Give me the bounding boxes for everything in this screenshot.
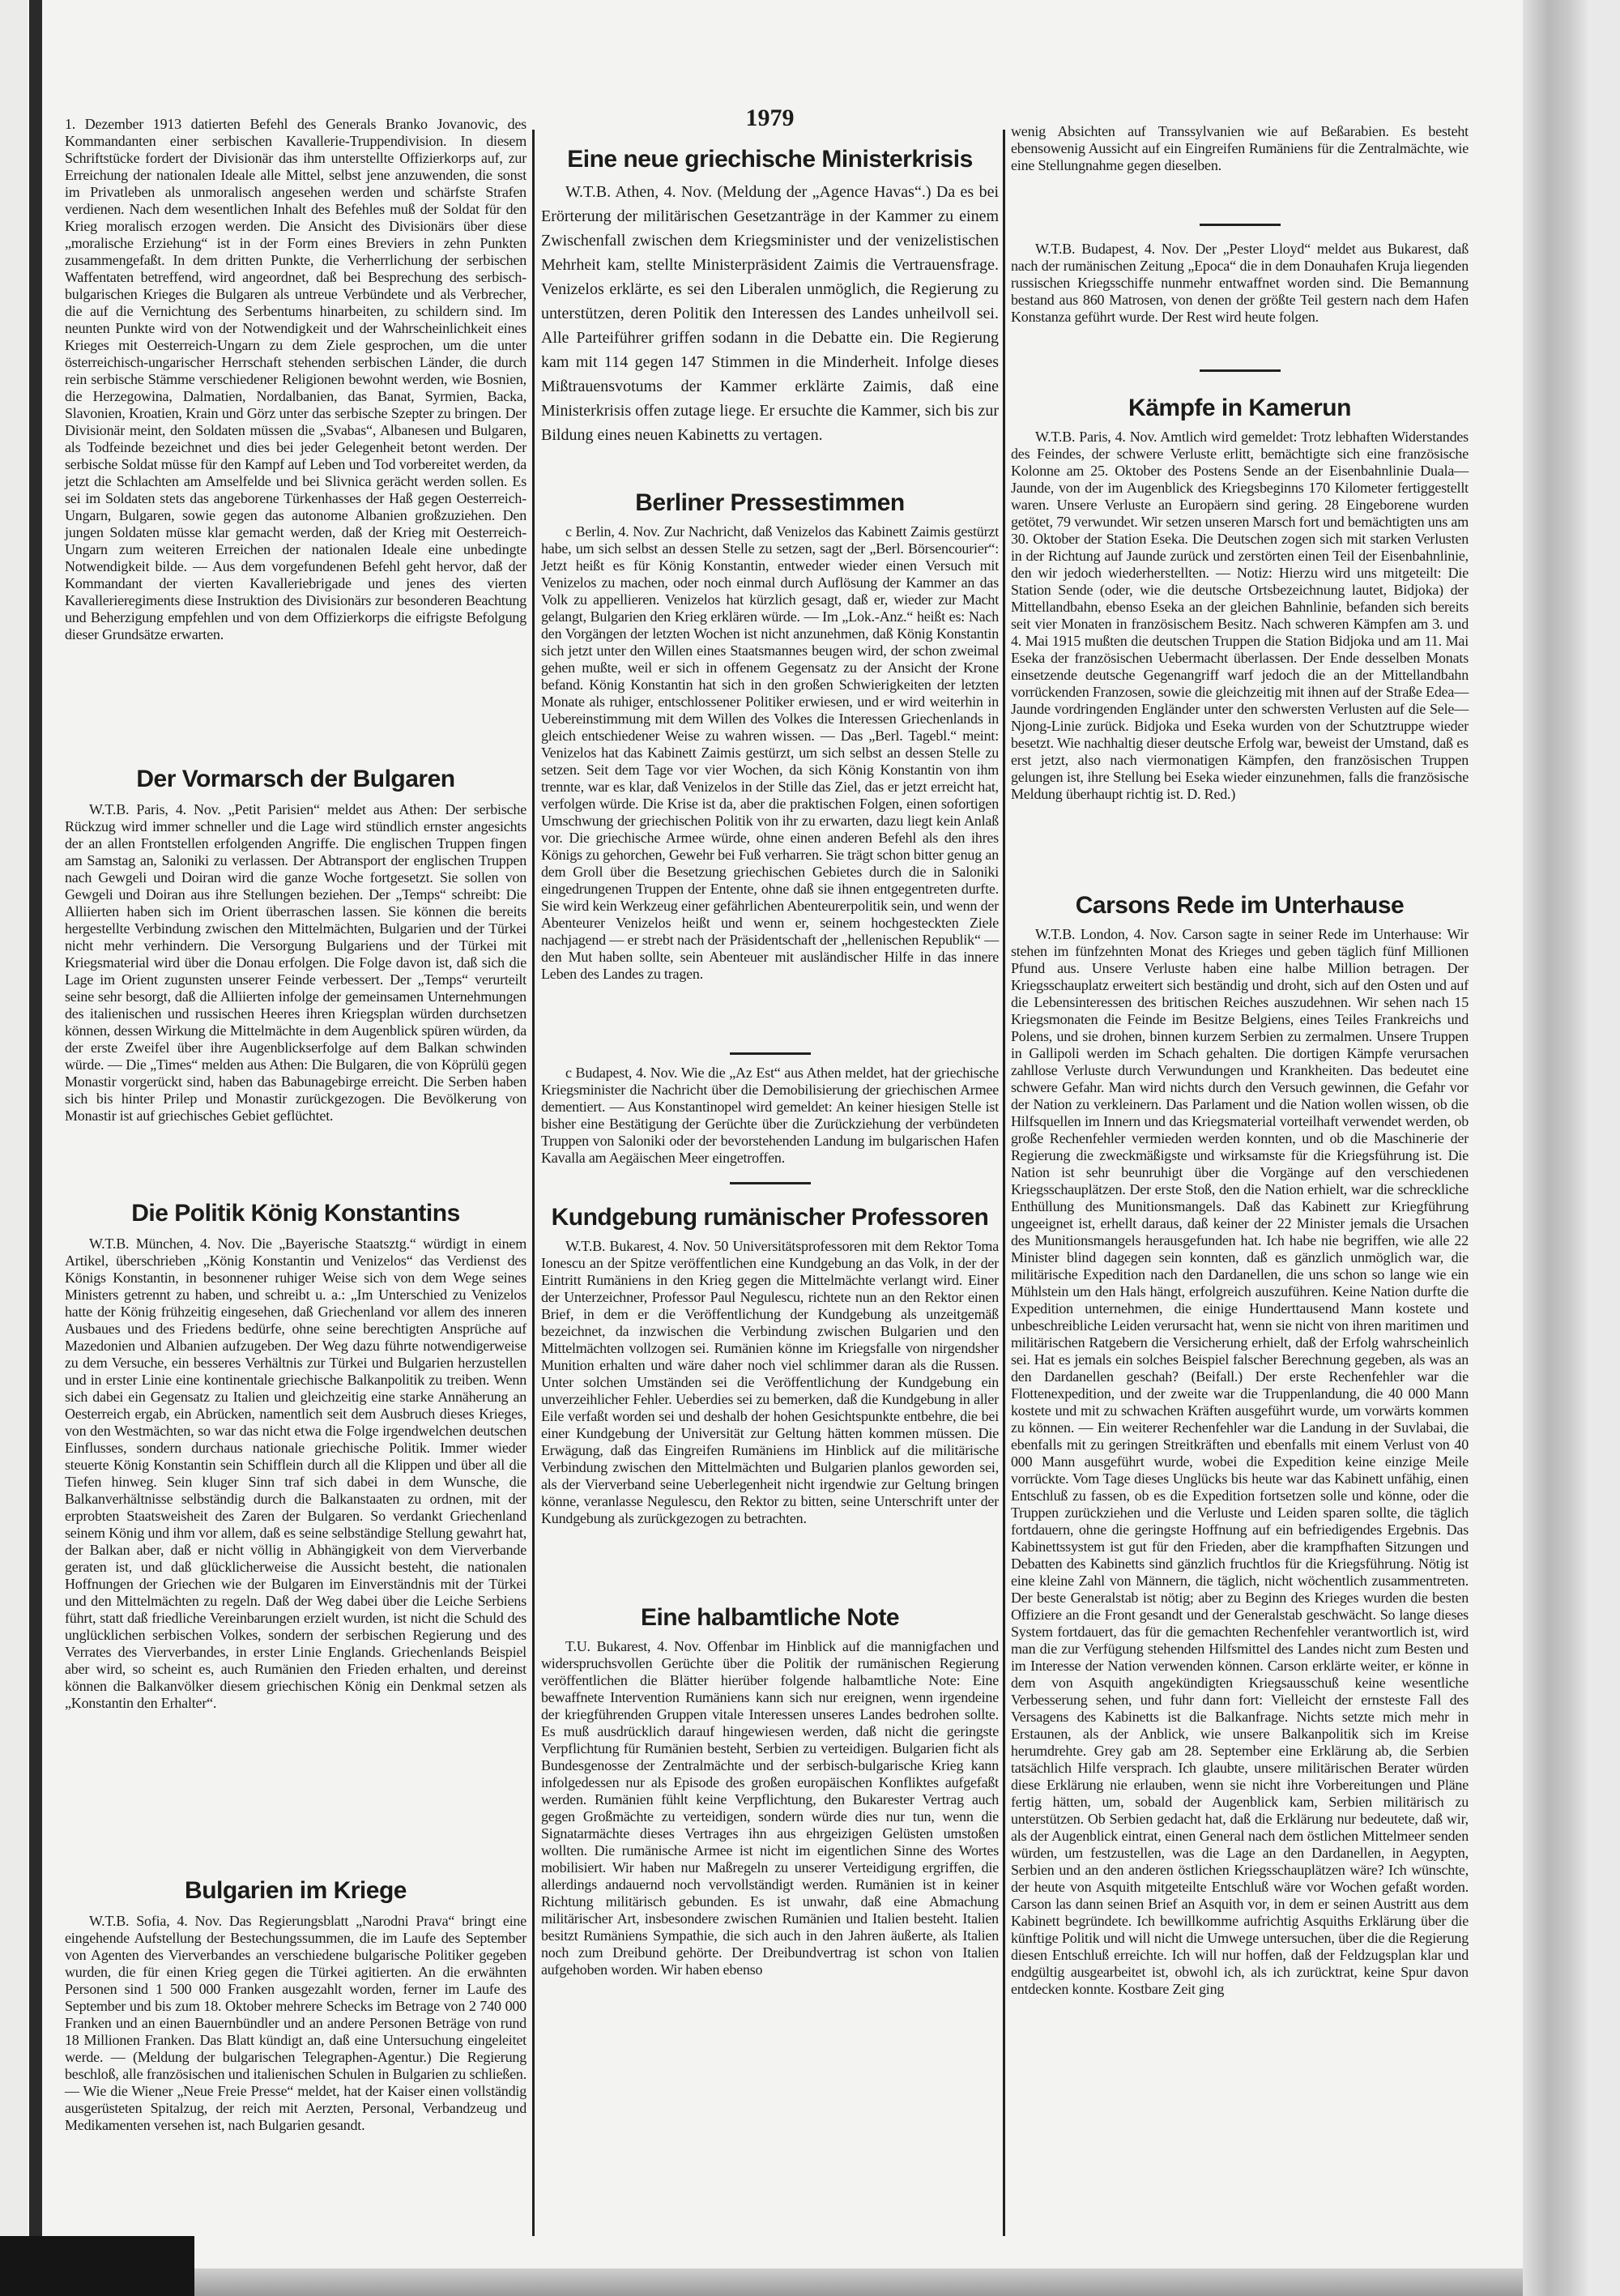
article-kamerun <box>1011 429 1469 882</box>
separator <box>541 1170 999 1196</box>
article-body: W.T.B. Athen, 4. Nov. (Meldung der „Agence Havas“.) Da es bei Erörterung der militärischen Gesetzanträge in der Kammer zu einem Zwischenfall zwischen dem Kriegsminister und der venizelistischen Mehrheit kam, stellte Ministerpräsident Zaimis die Vertrauensfrage. Venizelos erklärte, es sei den Liberalen unmöglich, die Regierung zu unterstützen, deren Politik den Interessen des Landes unheilvoll sei. Alle Parteiführer griffen sodann in die Debatte ein. Die Regierung kam mit 114 gegen 147 Stimmen in die Minderheit. Infolge dieses Mißtrauensvotums der Kammer erklärte Zaimis, daß eine Ministerkrisis offen zutage liege. Er ersuchte die Kammer, sich bis zur Bildung eines neuen Kabinetts zu vertagen. <box>541 183 999 444</box>
article-body: W.T.B. Paris, 4. Nov. Amtlich wird gemeldet: Trotz lebhaften Widerstandes des Feindes, der schwere Verluste erlitt, bemächtigte sich eine französische Kolonne am 25. Oktober des Postens Sende an der Eisenbahnlinie Duala—Jaunde, von der im Augenblick des Kriegsbeginns 170 Kilometer fertiggestellt waren. Unsere Verluste an Europäern sind gering. 28 Eingeborene wurden getötet, 79 verwundet. Wir setzen unseren Marsch fort und bemächtigten uns am 30. Oktober der Station Eseka. Die Deutschen zogen sich mit starken Verlusten in der Richtung auf Jaunde zurück und zerstörten einen Teil der Eisenbahnlinie, den wir jedoch wiederherstellten. — Notiz: Hierzu wird uns mitgeteilt: Die Station Sende (oder, wie die deutsche Ortsbezeichnung lautet, Bidjoka) der Mittellandbahn, ebenso Eseka an der gleichen Bahnlinie, befanden sich bereits seit vier Monaten in französischem Besitz. Nach schweren Kämpfen am 3. und 4. Mai 1915 mußten die deutschen Truppen die Station Bidjoka und am 11. Mai Eseka der französischen Uebermacht überlassen. Der Ende desselben Monats einsetzende deutsche Gegenangriff warf jedoch die an der Mittellandbahn vorrückenden Franzosen, sowie die gleichzeitig mit ihnen auf der Straße Edea—Jaunde vordringenden Engländer unter den schwersten Verlusten auf die Sele—Njong-Linie zurück. Bidjoka und Eseka wurden von der Schutztruppe wieder besetzt. Wie nachhaltig dieser deutsche Erfolg war, beweist der Umstand, daß es erst jetzt, also nach viermonatigen Kämpfen, den französischen Truppen gelungen ist, ihre Stellung bei Eseka wieder einzunehmen, falls die französische Meldung überhaupt richtig ist. D. Red.) <box>1011 429 1469 802</box>
headline-bulgarien: Bulgarien im Kriege <box>185 1877 407 1904</box>
separator-rule <box>1200 369 1281 372</box>
column-rule <box>1003 130 1005 2236</box>
article-carson <box>1011 926 1469 1998</box>
column-right <box>1011 123 1469 1998</box>
scan-corner-shadow <box>0 2236 194 2296</box>
article-body: W.T.B. Budapest, 4. Nov. Der „Pester Lloyd“ meldet aus Bukarest, daß nach der rumänischen Zeitung „Epoca“ die in dem Donauhafen Kruja liegenden russischen Kriegsschiffe nunmehr entwaffnet worden sind. Die Bemannung bestand aus 860 Matrosen, von denen der größte Teil gestern nach dem Hafen Konstanza geführt wurde. Der Rest wird heute folgen. <box>1011 241 1469 325</box>
article-body: c Budapest, 4. Nov. Wie die „Az Est“ aus Athen meldet, hat der griechische Kriegsminister die Nachricht über die Demobilisierung der griechischen Armee dementiert. — Aus Konstantinopel wird gemeldet: An keiner hiesigen Stelle ist bisher eine Bestätigung der Gerüchte über die Zurückziehung der verbündeten Truppen von Saloniki oder der bevorstehenden Landung im bulgarischen Hafen Kavalla am Aegäischen Meer eingetroffen. <box>541 1065 999 1166</box>
article-pressestimmen <box>541 523 999 1042</box>
book-binding <box>1523 0 1588 2296</box>
article-vormarsch <box>65 801 526 1190</box>
column-left <box>65 116 526 2134</box>
separator-rule <box>730 1052 811 1055</box>
article-bulgarien <box>65 1913 526 2134</box>
article-body: W.T.B. Bukarest, 4. Nov. 50 Universitätsprofessoren mit dem Rektor Toma Ionescu an der Spitze veröffentlichen eine Kundgebung an das Volk, in der der Eintritt Rumäniens in den Krieg gegen die Mittelmächte verlangt wird. Einer der Unterzeichner, Professor Paul Negulescu, richtete nun an den Rektor einen Brief, in dem er die Veröffentlichung der Kundgebung als unzeitgemäß bezeichnet, da inzwischen die Verbindung zwischen Bulgarien und den Mittelmächten vollzogen sei. Rumänien könne im Kriegsfalle von nirgendsher Munition erhalten und wäre daher noch viel schlimmer daran als die Russen. Unter solchen Umständen sei die Veröffentlichung der Kundgebung ein unverzeihlicher Fehler. Ueberdies sei zu bemerken, daß die Kundgebung in aller Eile verfaßt worden sei und deshalb der hohen Gesichtspunkte entbehre, die bei einer Kundgebung der Universität zur Geltung hätten kommen müssen. Die Erwägung, daß das Eingreifen Rumäniens im Hinblick auf die militärische Verbindung zwischen den Mittelmächten und Bulgarien planlos geworden sei, als der Vierverband seine Ueberlegenheit nicht irgendwie zur Geltung bringen könne, veranlasse Negulescu, den Rektor zu bitten, seine Unterschrift unter der Kundgebung als zurückgezogen zu betrachten. <box>541 1238 999 1526</box>
article-note-continued <box>1011 123 1469 208</box>
page-margin-left <box>0 0 28 2296</box>
headline-vormarsch: Der Vormarsch der Bulgaren <box>136 766 455 792</box>
article-body: W.T.B. Paris, 4. Nov. „Petit Parisien“ meldet aus Athen: Der serbische Rückzug wird immer schneller und die Lage wird stündlich ernster angesichts der an allen Frontstellen erfolgenden Angriffe. Die englischen Truppen fingen am Samstag an, Saloniki zu verlassen. Der Abtransport der englischen Truppen nach Gewgeli und Doiran wird die ganze Woche fortgesetzt. Sie sollen von Gewgeli und Doiran aus ihre Stellungen beziehen. Der „Temps“ schreibt: Die Alliierten haben sich im Orient überraschen lassen. Sie können die bereits hergestellte Verbindung zwischen den Mittelmächten, Bulgarien und der Türkei nicht mehr verhindern. Die Versorgung Bulgariens und der Türkei mit Kriegsmaterial wird über die Donau erfolgen. Die Folge davon ist, daß sich die Lage im Orient zugunsten unserer Feinde verbessert. Der „Temps“ verurteilt seine sehr besorgt, daß die Alliierten infolge der gemeinsamen Unternehmungen des italienischen und russischen Heeres ihren Kriegsplan würden durchsetzen können, dessen Wirkung die Mittelmächte in dem Augenblick spüren würden, da der erste Zweifel über ihre Augenblickserfolge auf dem Balkan schwinden würde. — Die „Times“ melden aus Athen: Die Bulgaren, die von Köprülü gegen Monastir vorgerückt sind, haben das Babunagebirge erreicht. Die Serben haben sich bis hinter Prilep und Monastir zurückgezogen. Die Bevölkerung von Monastir ist auf griechisches Gebiet geflüchtet. <box>65 801 526 1124</box>
separator <box>1011 354 1469 386</box>
page-number: 1979 <box>745 105 795 131</box>
headline-carson: Carsons Rede im Unterhause <box>1075 892 1405 919</box>
article-body: c Berlin, 4. Nov. Zur Nachricht, daß Venizelos das Kabinett Zaimis gestürzt habe, um sich selbst an dessen Stelle zu setzen, sagt der „Berl. Börsencourier“: Jetzt heißt es für König Konstantin, entweder wieder einen Versuch mit Venizelos zu machen, oder noch einmal durch Auflösung der Kammer an das Volk zu appellieren. Venizelos hat kürzlich gesagt, daß er, wieder zur Macht gelangt, Bulgarien den Krieg erklären würde. — Im „Lok.-Anz.“ heißt es: Nach den Vorgängen der letzten Wochen ist nicht anzunehmen, daß König Konstantin sich jetzt unter den Willen eines Staatsmannes beugen wird, der schon zweimal gehen mußte, weil er sich in offenem Gegensatz zu der Ansicht der Krone befand. König Konstantin hat sich in den großen Schwierigkeiten der letzten Monate als ruhiger, entschlossener Politiker erwiesen, und er wird weiterhin in Uebereinstimmung mit dem Willen des Volkes die Interessen Griechenlands in gleich entschiedener Weise zu wahren wissen. — Das „Berl. Tagebl.“ meint: Venizelos hat das Kabinett Zaimis gestürzt, um sich selbst an dessen Stelle zu setzen. Seit dem Tage vor vier Wochen, da sich König Konstantin von ihm trennte, war es klar, daß Venizelos in der Stille das Ziel, das er jetzt erreicht hat, verfolgen würde. Die Krise ist da, aber die praktischen Folgen, einen sofortigen Umschwung der griechischen Politik von ihr zu erwarten, dazu liegt kein Anlaß vor. Die griechische Armee würde, ohne einen anderen Befehl als den ihres Königs zu gehorchen, Gewehr bei Fuß verharren. Sie trägt schon bitter genug an dem Groll über die Besetzung griechischen Gebietes durch die in Saloniki eingedrungenen Truppen der Entente, ohne daß sie ihnen entgegentreten durfte. Sie wird kein Werkzeug einer gefährlichen Abenteurerpolitik sein, und wenn der Abenteurer Venizelos heißt und wenn er, seinem hochgesteckten Ziele nachjagend — er strebt nach der Präsidentschaft der „hellenischen Republik“ — den Mut haben sollte, sein Abenteuer mit ausländischer Hilfe in das innere Leben des Landes zu tragen. <box>541 523 999 982</box>
column-rule <box>532 130 535 2236</box>
headline-konstantin: Die Politik König Konstantins <box>131 1200 460 1227</box>
article-body: W.T.B. London, 4. Nov. Carson sagte in seiner Rede im Unterhause: Wir stehen im fünfzehnten Monat des Krieges und geben täglich fünf Millionen Pfund aus. Unsere Verluste haben eine halbe Million betragen. Der Kriegsschauplatz erweitert sich beständig und droht, sich auf den Osten und auf die Lebensinteressen des britischen Reiches auszudehnen. Wir sehen nach 15 Kriegsmonaten die Feinde im Besitze Belgiens, eines Teiles Frankreichs und Polens, und sie drohen, binnen kurzem Serbien zu zermalmen. Unsere Truppen in Gallipoli werden im Schach gehalten. Die dortigen Kämpfe verursachen zahllose Verluste durch Verwundungen und Krankheiten. Das bedeutet eine schwere Gefahr. Man wird nichts durch den Versuch gewinnen, die Gefahr vor der Nation zu verkleinern. Das Parlament und die Nation wollen wissen, ob die Hilfsquellen im Innern und das Kriegsmaterial vorteilhaft verwendet werden, ob große Rechenfehler vermieden werden konnten, und ob die Maschinerie der Regierung die zweckmäßigste und wirksamste für die Kriegsführung ist. Die Nation ist sehr beunruhigt über die Vorgänge auf den verschiedenen Kriegsschauplätzen. Der erste Stoß, den die Nation erhielt, war die schreckliche Enthüllung des Munitionsmangels. Daß das Kabinett zur Kriegführung ungeeignet ist, erhellt daraus, daß keiner der 22 Minister jemals die Ursachen des Munitionsmangels herausgefunden hat. Ich habe nie begriffen, wie alle 22 Minister blind dagegen sein konnten, daß es gänzlich unmöglich war, die militärische Expedition nach den Dardanellen, die uns schon so lange wie ein Mühlstein um den Hals hängt, erfolgreich auszuführen. Keine Nation durfte die Expedition unternehmen, die einige Hunderttausend Mann kostete und unbeschreibliche Leiden verursacht hat, wenn sie nicht von ihren maritimen und militärischen Ratgebern die Versicherung erhielt, daß der Erfolg wahrscheinlich sei. Hat es jemals ein solches Beispiel falscher Berechnung gegeben, als was an den Dardanellen geschah? (Beifall.) Der erste Rechenfehler war die Flottenexpedition, und der zweite war die Truppenlandung, die 40 000 Mann kostete und mit zu schwachen Kräften ausgeführt wurde, um vorwärts kommen zu können. — Ein weiterer Rechenfehler war die Landung in der Suvlabai, die ebenfalls mit zu geringen Streitkräften und ebenfalls mit einem Verlust von 40 000 Mann ausgeführt wurde, wobei die Expedition keine einzige Meile vorrückte. Vom Tage dieses Unglücks bis heute war das Kabinett unfähig, einen Entschluß zu fassen, ob es die Expedition fortsetzen solle und könne, oder die Truppen zurückziehen und die Verluste und Leiden sparen sollte, die täglich fortdauern, ohne die geringste Hoffnung auf ein befriedigendes Ergebnis. Das Kabinettssystem ist gut für den Frieden, aber die krampfhaften Sitzungen und Debatten des Kabinetts sind gänzlich fruchtlos für die Kriegsführung. Nötig ist eine kleine Zahl von Männern, die täglich, nicht wöchentlich zusammentreten. Der beste Generalstab ist nötig; aber zu Beginn des Krieges wurden die besten Offiziere an die Front gesandt und der Generalstab geschwächt. So lange dieses System fortdauert, das für die gemachten Rechenfehler verantwortlich ist, wird man die zur Verfügung stehenden Hilfsmittel des Landes nicht zum Besten und im Interesse der Nation verwenden können. Carson erklärte weiter, er könne in dem von Asquith angekündigten Kriegsausschuß keine wesentliche Verbesserung sehen, und fuhr dann fort: Vielleicht der ernsteste Fall des Versagens des Kabinetts ist die Balkanfrage. Nichts setzte mich mehr in Erstaunen, als der Anblick, wie unsere Balkanpolitik sich im Kreise herumdrehte. Grey gab am 28. September eine Erklärung ab, die Serbien tatsächlich Hilfe versprach. Ich glaubte, unsere militärischen Berater würden diese Erklärung nie erlauben, wenn sie nicht ihre Vorbereitungen und Pläne fertig hätten, um, sobald der Augenblick kam, Serbien militärisch zu unterstützen. Ob Serbien gedacht hat, daß die Erklärung nur bedeutete, daß wir, als der Augenblick eintrat, einen General nach dem östlichen Mittelmeer senden würden, um festzustellen, was die Lage an den Dardanellen, in Aegypten, Serbien und an den anderen östlichen Kriegsschauplätzen wäre? Ich wünschte, der heute von Asquith mitgeteilte Entschluß wäre vor Wochen gefaßt worden. Carson las dann seinen Brief an Asquith vor, in dem er seinen Austritt aus dem Kabinett begründete. Ich bewillkomme aufrichtig Asquiths Erklärung über die künftige Politik und will nicht die Umwege untersuchen, über die die Regierung diesen Entschluß erreichte. Ich will nur hoffen, daß der Feldzugsplan klar und endgültig ausgearbeitet ist, obwohl ich, als ich zurücktrat, keine Spur davon entdecken konnte. Kostbare Zeit ging <box>1011 926 1469 1997</box>
article-note <box>541 1638 999 1978</box>
headline-kamerun: Kämpfe in Kamerun <box>1128 395 1351 421</box>
article-body: wenig Absichten auf Transsylvanien wie auf Beßarabien. Es besteht ebensowenig Aussicht auf ein Eingreifen Rumäniens für die Zentralmächte, wie eine Stellungnahme gegen dieselben. <box>1011 123 1469 173</box>
separator <box>1011 208 1469 241</box>
headline-professoren: Kundgebung rumänischer Professoren <box>551 1204 989 1231</box>
article-body: W.T.B. Sofia, 4. Nov. Das Regierungsblatt „Narodni Prava“ bringt eine eingehende Aufstellung der Bestechungssummen, die im Laufe des September von Agenten des Vierverbandes an verschiedene bulgarische Politiker gegeben wurden, die für einen Krieg gegen die Türkei agitierten. An die erwähnten Personen sind 1 500 000 Franken ausgezahlt worden, ferner im Laufe des September und bis zum 18. Oktober mehrere Schecks im Betrage von 2 740 000 Franken und an einen Bauernbündler und an andere Personen Beträge von rund 18 Millionen Franken. Das Blatt kündigt an, daß eine Untersuchung eingeleitet werde. — (Meldung der bulgarischen Telegraphen-Agentur.) Die Regierung beschloß, alle französischen und italienischen Schulen in Bulgarien zu schließen. — Wie die Wiener „Neue Freie Presse“ meldet, hat der Kaiser einen vollständig ausgerüsteten Spitalzug, der reich mit Aerzten, Personal, Verbandzeug und Medikamenten versehen ist, nach Bulgarien gesandt. <box>65 1913 526 2133</box>
adjacent-page-edge <box>1588 0 1620 2296</box>
separator-rule <box>730 1182 811 1184</box>
separator <box>541 1042 999 1065</box>
headline-ministerkrisis: Eine neue griechische Ministerkrisis <box>567 146 973 173</box>
page-bottom-edge <box>194 2268 1531 2296</box>
article-body: 1. Dezember 1913 datierten Befehl des Generals Branko Jovanovic, des Kommandanten einer serbischen Kavallerie-Truppendivision. In diesem Schriftstücke fordert der Divisionär das ihm unterstellte Offizierkorps auf, zur Erreichung der nationalen Ideale alle Mittel, selbst jene anzuwenden, die sonst im Privatleben als unmoralisch angesehen werden und schärfste Strafen verdienen. Nach dem wesentlichen Inhalt des Befehles muß der Soldat für den Krieg moralisch erzogen werden. Die Ansicht des Divisionärs über diese „moralische Erziehung“ ist in der Form eines Breviers in zehn Punkten zusammengefaßt. In dem dritten Punkte, die Verherrlichung der serbischen Waffentaten betreffend, wird angeordnet, daß bei Besprechung des serbisch-bulgarischen Krieges die Bulgaren als untreue Verbündete und als Verbrecher, die auf die Vernichtung des Serbentums hinarbeiten, zu schildern sind. Im neunten Punkte wird von der Notwendigkeit und der Wahrscheinlichkeit eines Krieges mit Oesterreich-Ungarn zu dem Ziele gesprochen, um die unter österreichisch-ungarischer Herrschaft stehenden serbischen Länder, die durch rein serbische Stämme verschiedener Religionen bewohnt werden, wie Bosnien, die Herzegowina, Dalmatien, Nordalbanien, das Banat, Syrmien, Backa, Slavonien, Kroatien, Krain und Görz unter das serbische Szepter zu bringen. Der Divisionär meint, den Soldaten müssen die „Svabas“, Albanesen und Bulgaren, als Todfeinde bezeichnet und dies bei jeder Gelegenheit betont werden. Der serbische Soldat müsse für den Kampf auf Leben und Tod vorbereitet werden, da jetzt die Schlachten am Amselfelde und bei Slivnica gerächt werden sollen. Es sei im Soldaten stets das angeborene Türkenhasses der Haß gegen Oesterreich-Ungarn, Bulgaren, sowie gegen das autonome Albanien großzuziehen. Den jungen Soldaten müsse klar gemacht werden, daß der Krieg mit Oesterreich-Ungarn zum weiteren Erreichen der nationalen Ideale eine unbedingte Notwendigkeit bilde. — Aus dem vorgefundenen Befehl geht hervor, daß der Kommandant der vierten Kavalleriebrigade und jenes des vierten Kavallerieregiments diese Instruktion des Divisionärs zur besonderen Beachtung und Beherzigung empfehlen und von dem Offizierkorps die eifrigste Befolgung dieser Grundsätze erwarten. <box>65 116 526 642</box>
headline-pressestimmen: Berliner Pressestimmen <box>635 489 905 516</box>
scan-edge-shadow <box>29 0 42 2296</box>
separator-rule <box>1200 224 1281 226</box>
article-budapest-epoca <box>1011 241 1469 354</box>
article-budapest-athen <box>541 1065 999 1170</box>
article-konstantin <box>65 1235 526 1867</box>
column-middle <box>541 104 999 1978</box>
article-professoren <box>541 1238 999 1594</box>
article-body: W.T.B. München, 4. Nov. Die „Bayerische Staatsztg.“ würdigt in einem Artikel, überschrieben „König Konstantin und Venizelos“ das Verdienst des Königs Konstantin, in besonnener ruhiger Weise sich von dem Wege seines Ministers getrennt zu haben, und schreibt u. a.: „Im Unterschied zu Venizelos hatte der König frühzeitig eingesehen, daß Griechenland vor allem des inneren Ausbaues und des Friedens bedürfe, ohne seine berechtigten Ansprüche auf Mazedonien und Albanien aufzugeben. Der Weg dazu führte notwendigerweise zu dem Versuche, ein besseres Verhältnis zur Türkei und Bulgarien herzustellen und in erster Linie eine kontinentale griechische Balkanpolitik zu treiben. Wenn sich dabei ein Gegensatz zu Italien und gleichzeitig eine starke Annäherung an Oesterreich ergab, ein Abrücken, namentlich seit dem Ausbruch dieses Krieges, von den Westmächten, so war das nicht etwa die Folge irgendwelchen deutschen Einflusses, sondern durchaus nationale griechische Politik. Immer wieder steuerte König Konstantin sein Schifflein durch all die Klippen und über all die Tiefen hinweg. Sein kluger Sinn traf sich dabei in dem Wunsche, die Balkanverhältnisse selbständig durch die Balkanstaaten zu ordnen, mit der erprobten Staatsweisheit des Zaren der Bulgaren. So verdankt Griechenland seinem König und ihm vor allem, daß es seine selbständige Stellung gewahrt hat, der Balkan aber, daß er nicht völlig in Abhängigkeit von dem Vierverbande geraten ist, und daß glücklicherweise die Aussicht besteht, die nationalen Hoffnungen der Griechen wie der Bulgaren im Einverständnis mit der Türkei und den Mittelmächten zu regeln. Daß der Weg dabei über die Leiche Serbiens führt, statt daß friedliche Vereinbarungen erzielt wurden, ist nicht die Schuld des unglücklichen serbischen Volkes, sondern der serbischen Regierung und des Verrates des Vierverbandes, in erster Linie Englands. Griechenlands Beispiel aber wird, so scheint es, auch Rumänien den Frieden erhalten, und dereinst können die Balkanvölker diesem griechischen König ein Denkmal setzen als „Konstantin den Erhalter“. <box>65 1235 526 1711</box>
article-ministerkrisis <box>541 180 999 480</box>
headline-note: Eine halbamtliche Note <box>640 1604 900 1631</box>
article-serbian-order <box>65 116 526 756</box>
article-body: T.U. Bukarest, 4. Nov. Offenbar im Hinblick auf die mannigfachen und widerspruchsvollen Gerüchte über die Politik der rumänischen Regierung veröffentlichen die Blätter hierüber folgende halbamtliche Note: Eine bewaffnete Intervention Rumäniens kann sich nur ereignen, wenn irgendeine der kriegführenden Gruppen vitale Interessen unseres Landes bedrohen sollte. Es muß ausdrücklich darauf hingewiesen werden, daß nicht die geringste Verpflichtung für Rumänien besteht, Serbien zu verteidigen. Bulgarien ficht als Bundesgenosse der Zentralmächte und der serbisch-bulgarische Krieg kann infolgedessen nur als Episode des großen europäischen Konfliktes aufgefaßt werden. Rumänien fühlt keine Verpflichtung, den Bukarester Vertrag auch gegen Großmächte zu verteidigen, sondern würde dies nur tun, wenn die Signatarmächte dieses Vertrages ihn aus ehrgeizigen Gelüsten umstoßen wollten. Die rumänische Armee ist nicht im eigentlichen Sinne des Wortes mobilisiert. Wir haben nur Maßregeln zu unserer Verteidigung ergriffen, die allerdings andauernd noch vervollständigt werden. Rumänien ist in keiner Richtung militärisch gebunden. Es ist unwahr, daß eine Abmachung militärischer Art, insbesondere zwischen Rumänien und Italien besteht. Italien besitzt Rumäniens Sympathie, die sich auch in den Jahren äußerte, als Italien noch zum Dreibund gehörte. Der Dreibundvertrag ist schon von Italien aufgehoben worden. Wir haben ebenso <box>541 1638 999 1978</box>
